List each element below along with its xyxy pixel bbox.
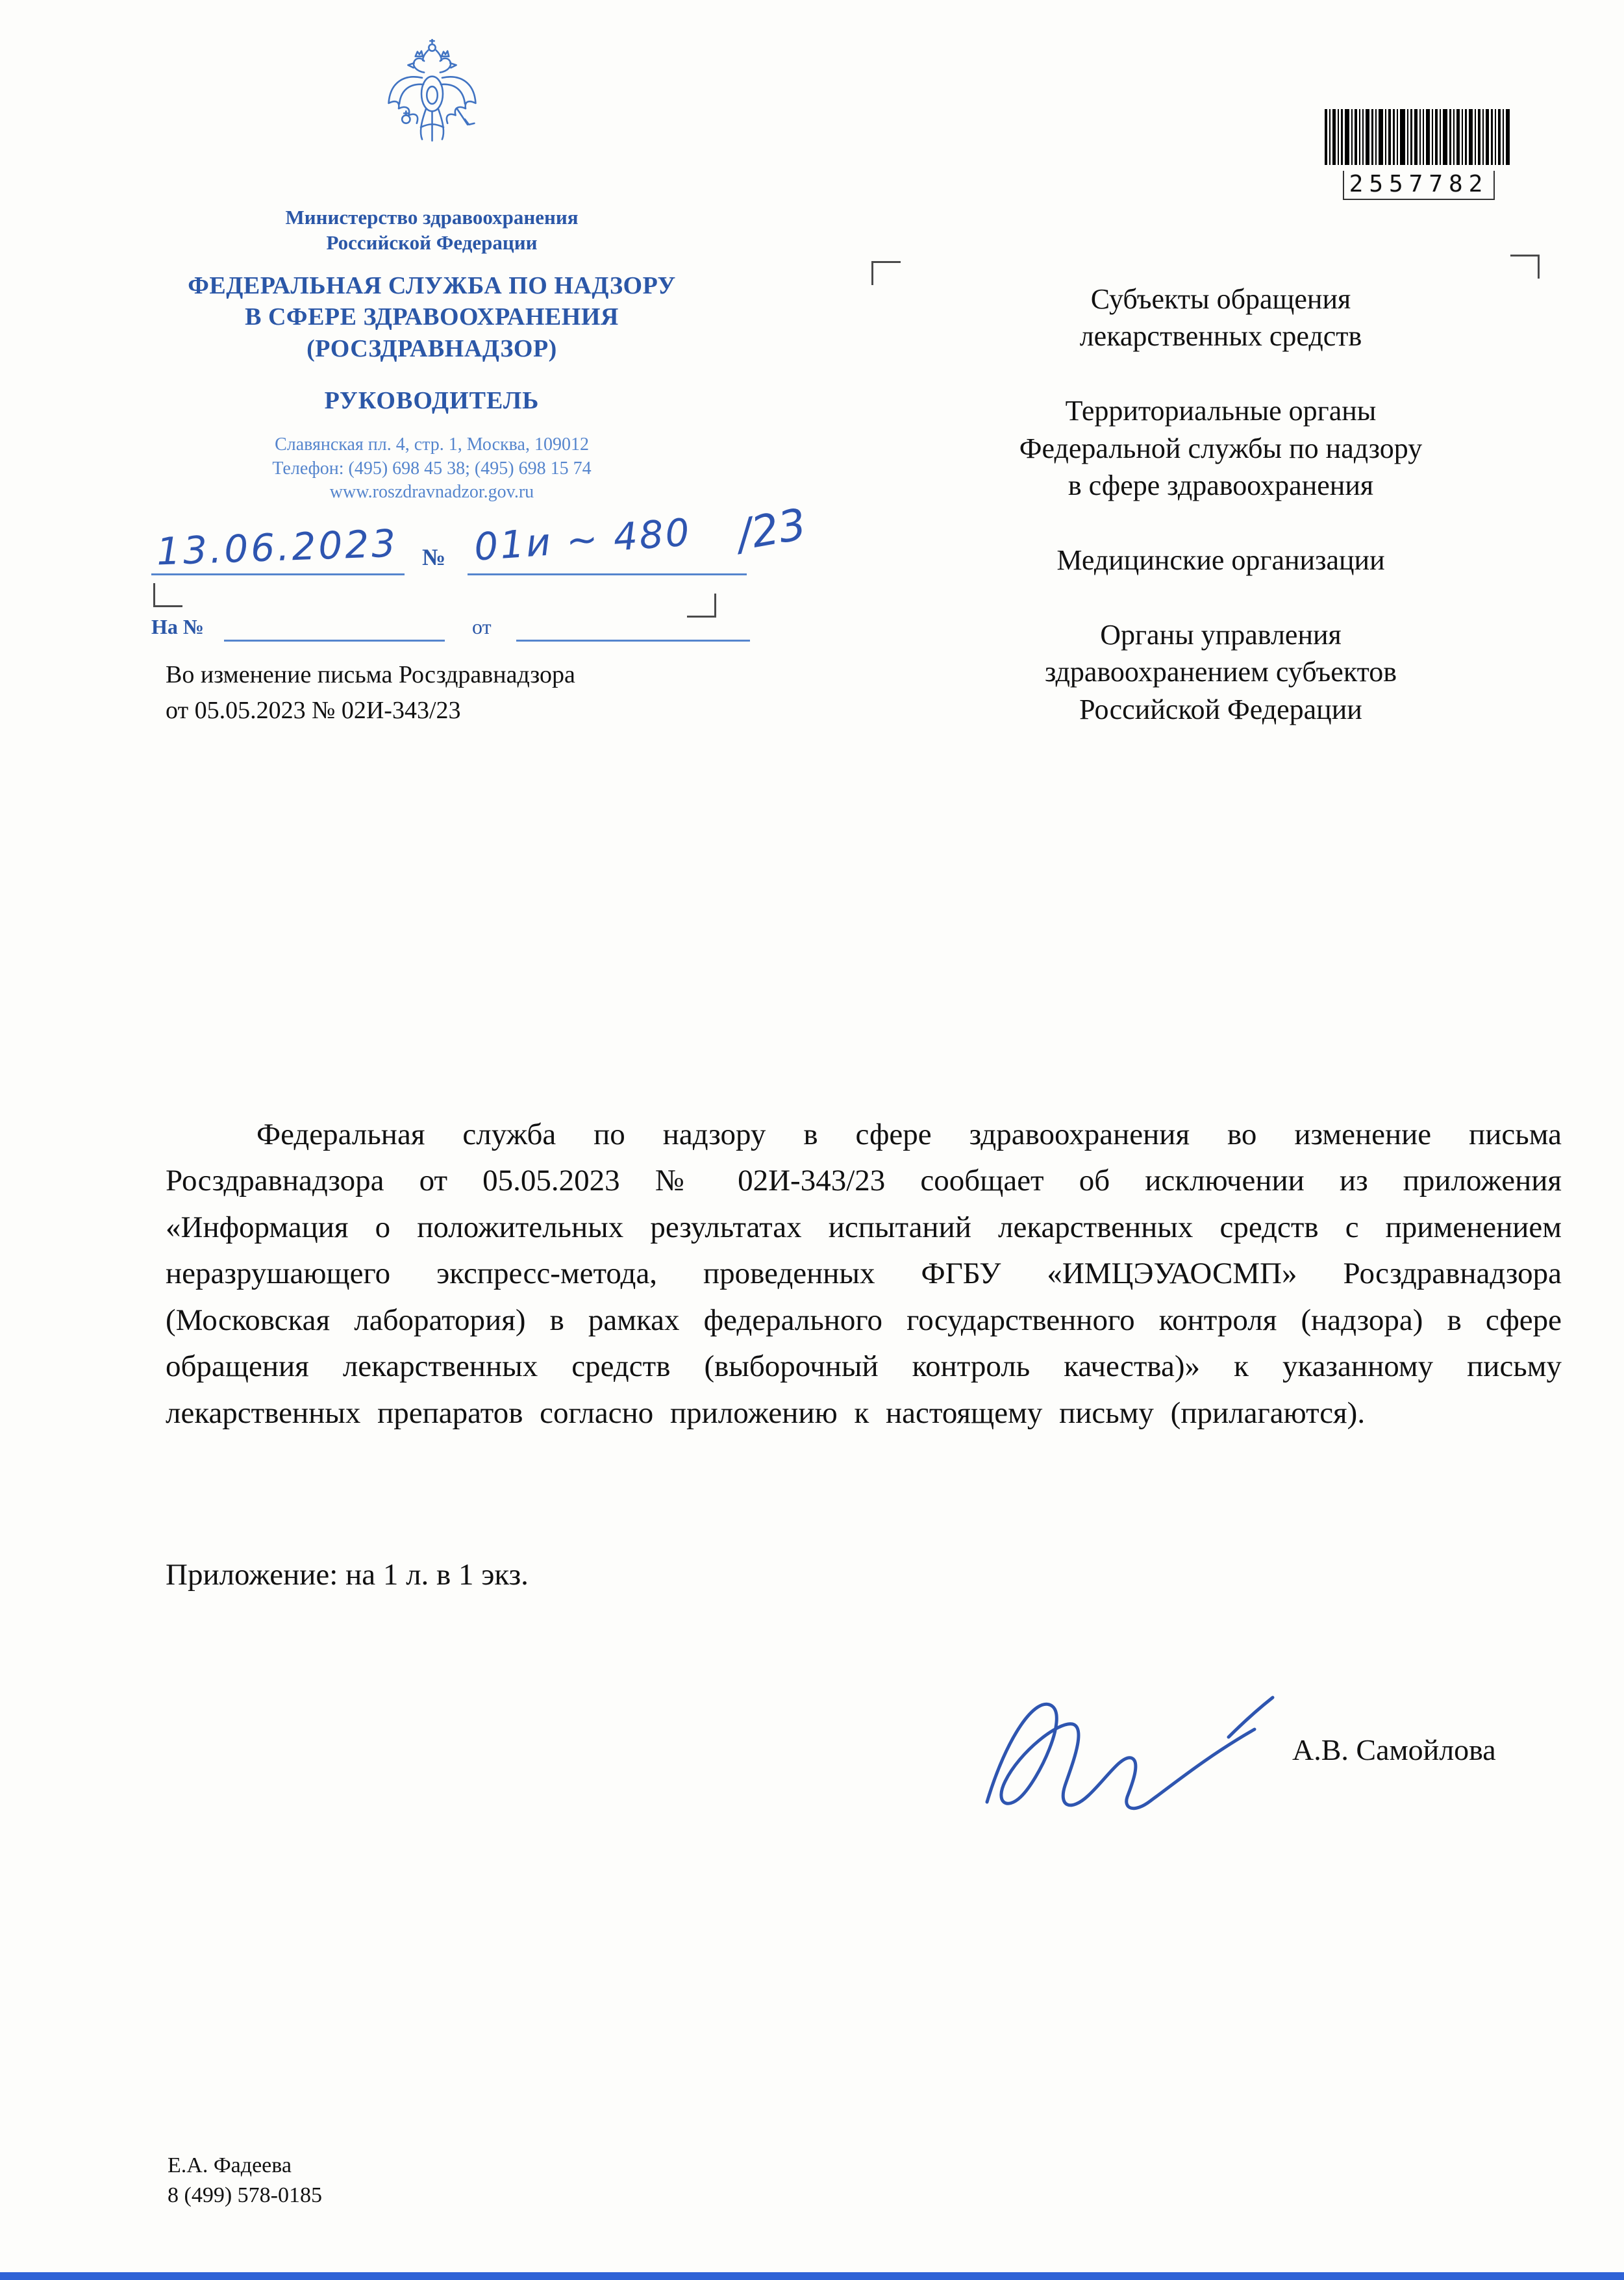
signer-name: А.В. Самойлова (1292, 1733, 1496, 1766)
position-title: РУКОВОДИТЕЛЬ (324, 387, 540, 415)
scan-edge-artifact (0, 2272, 1624, 2280)
addressee-line: Территориальные органы (1065, 395, 1377, 427)
na-number-rule-line (224, 640, 445, 642)
na-number-label: На № (151, 614, 205, 638)
ministry-name (140, 205, 724, 256)
addressee-line: Субъекты обращения (1090, 283, 1351, 315)
addressee-line: в сфере здравоохранения (1068, 469, 1374, 501)
phone-line: Телефон: (495) 698 45 38; (495) 698 15 74 (272, 458, 592, 479)
attachment-note: Приложение: на 1 л. в 1 экз. (166, 1558, 529, 1592)
reference-note-line-1: Во изменение письма Росздравнадзора (166, 661, 575, 688)
letter-body (166, 1112, 1562, 1436)
ot-rule-line (516, 640, 750, 642)
number-sign: № (422, 544, 446, 570)
handwritten-date: 13.06.2023 (155, 521, 399, 574)
addressee-line: лекарственных средств (1079, 320, 1362, 353)
addressee-group-1 (896, 281, 1545, 355)
addressee-group-4 (896, 616, 1545, 728)
addressee-group-3 (896, 542, 1545, 579)
handwritten-number: 01и ~ 480 (473, 509, 693, 570)
number-rule-line (468, 573, 747, 575)
fold-mark-top-right (1510, 255, 1540, 279)
handwritten-number-suffix: /23 (733, 498, 810, 560)
service-line-1: ФЕДЕРАЛЬНАЯ СЛУЖБА ПО НАДЗОРУ (188, 271, 676, 299)
letterhead (140, 39, 810, 651)
coat-of-arms-icon (382, 39, 482, 149)
fold-mark-bottom-left (153, 583, 182, 607)
date-rule-line (151, 573, 405, 575)
fold-mark-bottom-right (687, 594, 716, 618)
body-paragraph: Федеральная служба по надзору в сфере здравоохранения во изменение письма Росздравнадзора от 05.05.2023 № 02И-343/23 сообщает об исключении из приложения «Информация о положительных результатах испытаний лекарственных средств с применением неразрушающего экспресс-метода, проведенных ФГБУ «ИМЦЭУАОСМП» Росздравнадзора (Московская лаборатория) в рамках федерального государственного контроля (надзора) в сфере обращения лекарственных средств (выборочный контроль качества)» к указанному письму лекарственных препаратов согласно приложению к настоящему письму (прилагаются). (166, 1118, 1562, 1430)
barcode-block (1321, 109, 1516, 200)
ministry-line-2: Российской Федерации (326, 231, 538, 254)
service-line-3: (РОСЗДРАВНАДЗОР) (306, 334, 557, 362)
reference-note (166, 657, 575, 729)
reference-note-line-2: от 05.05.2023 № 02И-343/23 (166, 697, 461, 725)
addressee-line: Медицинские организации (1056, 544, 1385, 576)
service-name (140, 270, 724, 365)
addressee-line: Российской Федерации (1079, 693, 1362, 725)
address-line: Славянская пл. 4, стр. 1, Москва, 109012 (275, 434, 589, 455)
contact-block (140, 433, 724, 504)
addressee-block (896, 281, 1545, 766)
addressee-group-2 (896, 392, 1545, 504)
addressee-line: здравоохранением субъектов (1044, 656, 1397, 688)
website-line: www.roszdravnadzor.gov.ru (329, 482, 534, 503)
addressee-line: Федеральной службы по надзору (1019, 432, 1423, 464)
barcode-icon (1325, 109, 1513, 165)
ot-label: от (472, 614, 492, 638)
ministry-line-1: Министерство здравоохранения (285, 206, 579, 229)
executor-phone: 8 (499) 578-0185 (168, 2183, 322, 2207)
handwritten-signature-icon (961, 1656, 1286, 1844)
incoming-reference-row (140, 610, 724, 651)
barcode-number: 2557782 (1343, 171, 1495, 200)
executor-name: Е.А. Фадеева (168, 2153, 292, 2177)
service-line-2: В СФЕРЕ ЗДРАВООХРАНЕНИЯ (245, 303, 619, 331)
addressee-line: Органы управления (1100, 619, 1342, 651)
emblem-wrap (140, 39, 724, 201)
outgoing-number-row (140, 498, 810, 593)
executor-contact (168, 2151, 322, 2211)
